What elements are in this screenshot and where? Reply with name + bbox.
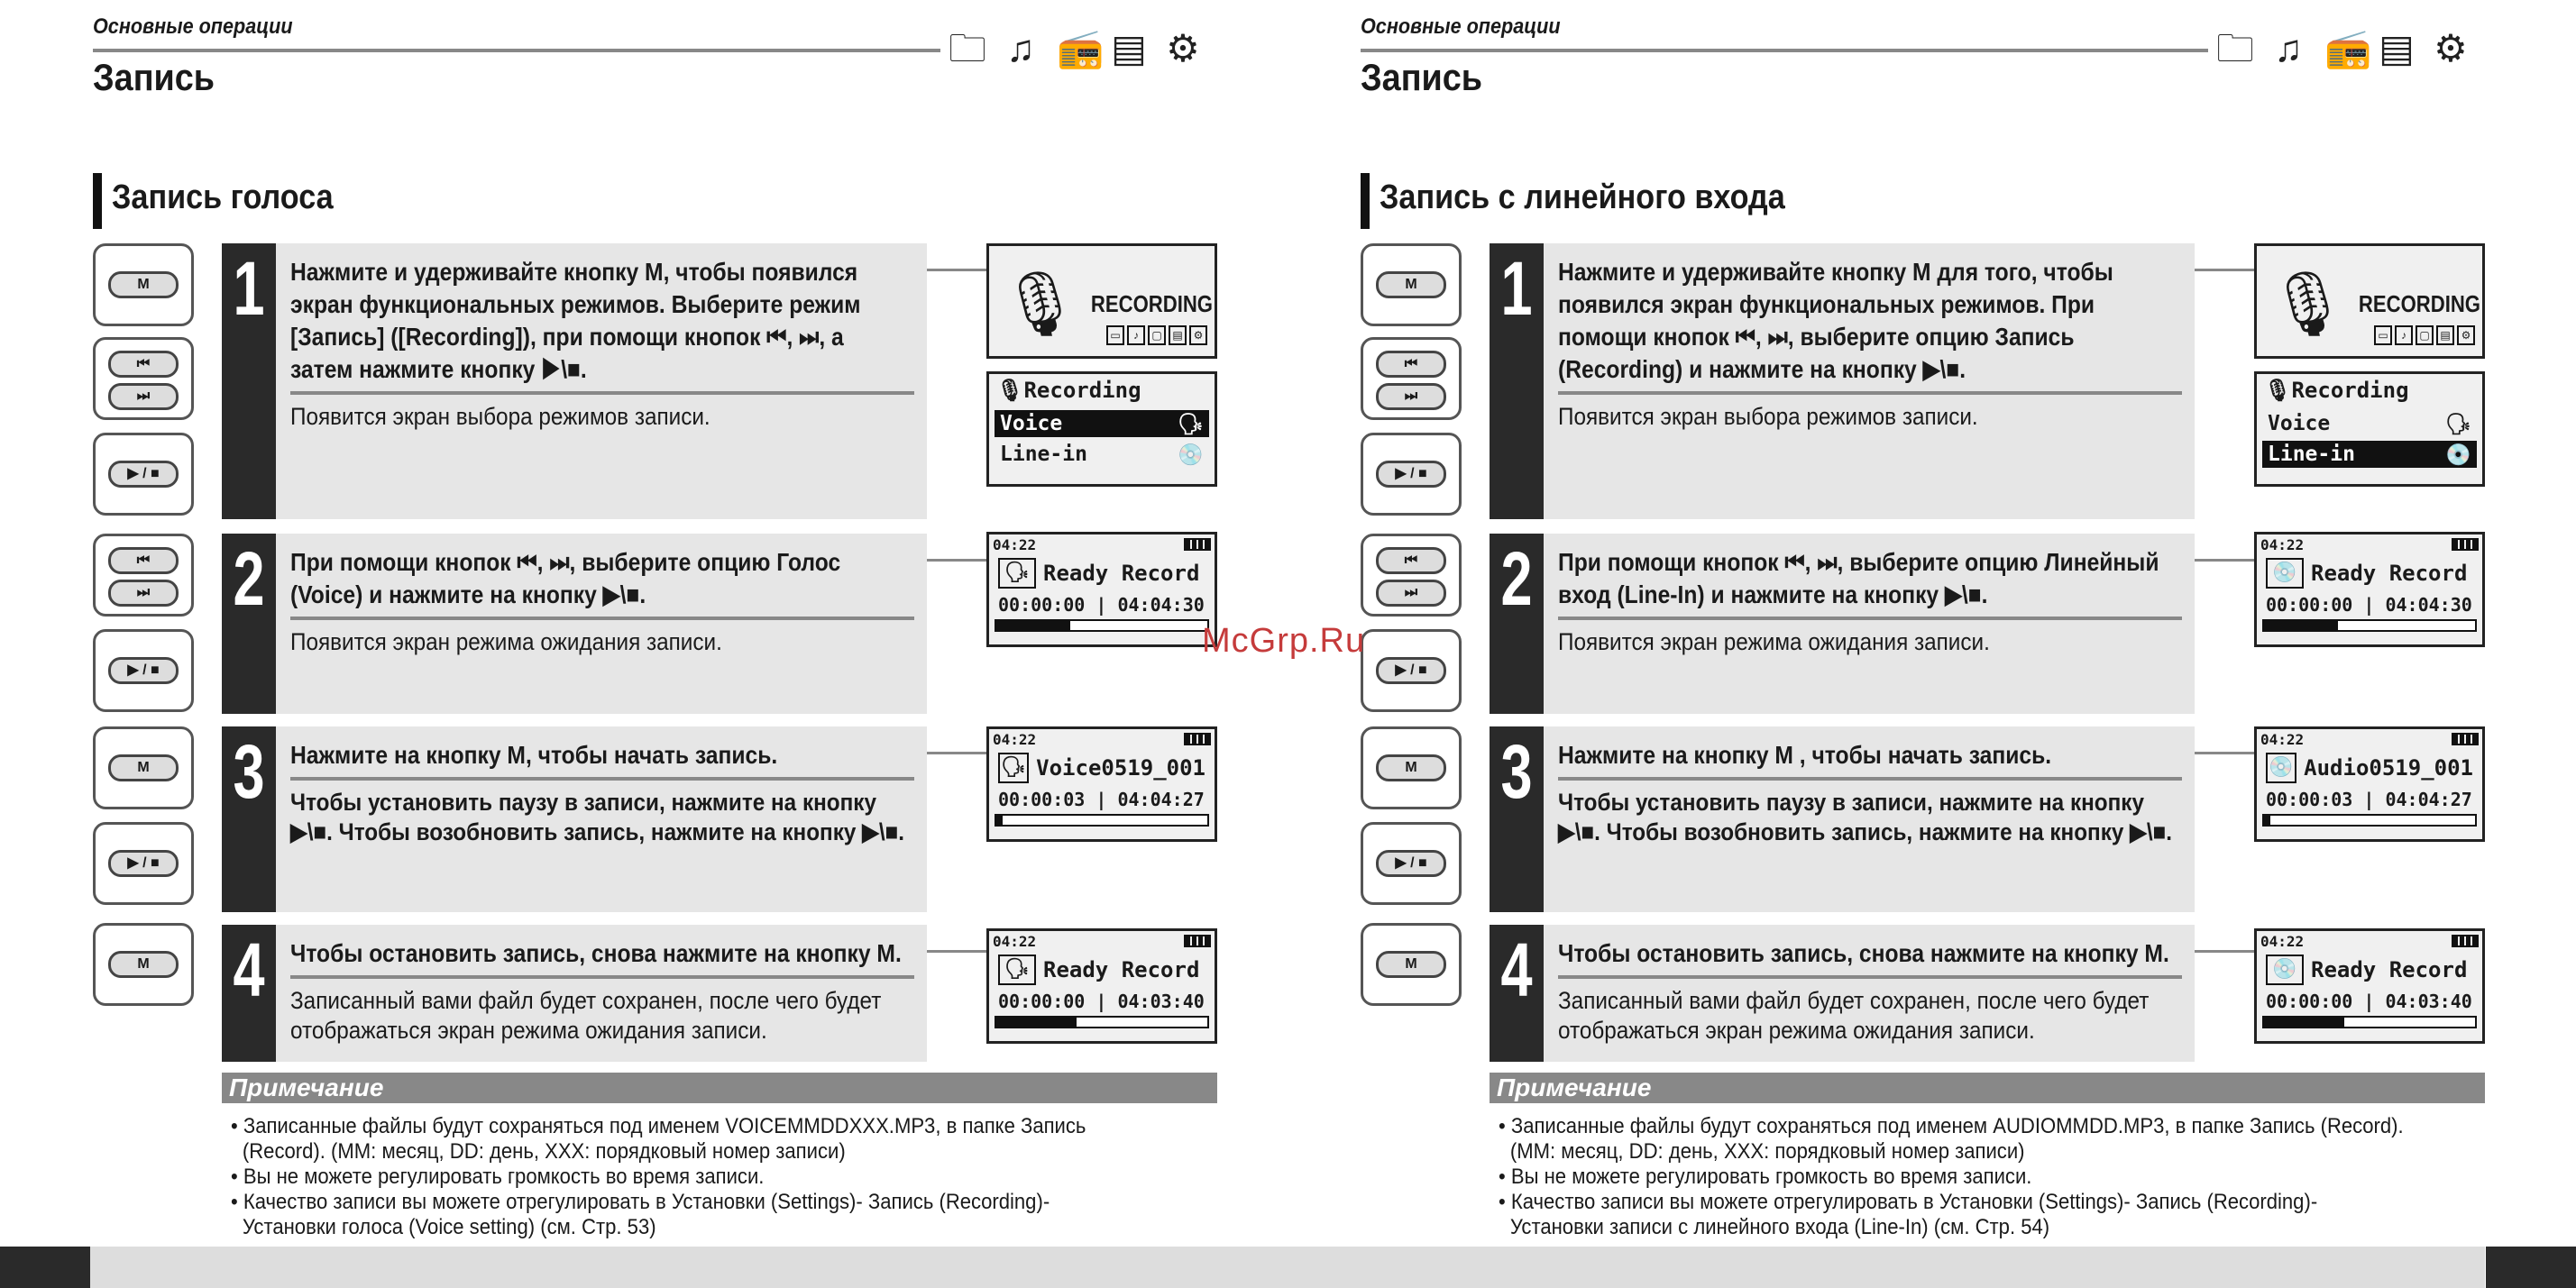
voice-icon: 🗣 [2444,412,2471,436]
record-title-row [989,554,1215,592]
music-note-icon: ♪ [2395,325,2413,345]
record-time: 00:00:00 | 04:04:30 [998,594,1205,616]
step-number-column [1490,925,1544,1062]
folder-icon: ▭ [1106,325,1124,345]
record-time: 00:00:00 | 04:03:40 [2266,991,2472,1012]
page-left [0,0,1280,1288]
button-diagram-1-1 [93,243,194,326]
step-divider [1558,617,2182,620]
step-divider [290,777,914,781]
recorder-icon: ▤ [1169,325,1187,345]
step-3 [222,726,927,912]
battery-icon [2452,935,2479,947]
play-pause-button[interactable]: ▶ / ■ [108,461,179,488]
step-body [1558,256,2182,432]
page-title: Запись [93,56,215,98]
step-number-column [1490,726,1544,912]
play-pause-button[interactable]: ▶ / ■ [1376,461,1446,488]
button-diagram-1-3 [1361,433,1462,516]
step-result: Записанный вами файл будет сохранен, после чего будет отображаться экран режима ожидания записи. [290,987,882,1044]
record-title: Voice0519_001 [1036,755,1205,781]
clock: 04:22 [993,932,1037,950]
step-number: 4 [1500,927,1533,1012]
step-number-column [222,925,276,1062]
gear-icon[interactable]: ⚙ [2434,27,2468,69]
watermark: McGrp.Ru [1202,622,1366,660]
step-number: 1 [233,246,265,331]
radio-icon: ▢ [2416,325,2434,345]
screen-s4 [986,928,1217,1044]
button-diagram-1-2 [1361,337,1462,420]
progress-bar [2262,1016,2477,1028]
progress-fill [2264,621,2338,630]
recorder-icon[interactable]: ▤ [1111,27,1147,69]
voice-icon: 🗣 [998,753,1029,783]
note-item: • Качество записи вы можете отрегулировать в Установки (Settings)- Запись (Recording)- Установки записи с линейного входа (Line-In) (см. Стр. 54) [1499,1190,2318,1239]
progress-fill [996,621,1070,630]
microphone-icon: 🎙 [2268,269,2348,339]
step-instruction: При помощи кнопок ⏮, ⏭, выберите опцию Голос (Voice) и нажмите на кнопку ▶\■. [290,548,841,608]
folder-icon[interactable]: 🗀 [949,27,987,69]
button-diagram-3-1 [93,726,194,809]
menu-option-label: Line-in [1000,443,1087,466]
voice-icon: 🗣 [1177,412,1204,436]
note-item: • Вы не можете регулировать громкость во время записи. [231,1165,765,1189]
step-1 [1490,243,2195,519]
line-in-icon: 💿 [2266,558,2304,589]
step-connector [927,950,986,953]
screen-recording-menu [2254,371,2485,487]
button-diagram-2-1 [1361,534,1462,617]
status-bar [989,729,1215,749]
music-note-icon: ♪ [1127,325,1145,345]
note-title: Примечание [1490,1073,2485,1103]
battery-icon [1184,538,1211,551]
menu-option-line-in[interactable] [995,441,1209,468]
progress-fill [996,1018,1077,1027]
menu-header: 🎙Recording [996,378,1141,403]
m-button[interactable]: M [1376,951,1446,978]
step-body [1558,546,2182,657]
step-instruction: При помощи кнопок ⏮, ⏭, выберите опцию Линейный вход (Line-In) и нажмите на кнопку ▶\■. [1558,548,2159,608]
record-title: Ready Record [1043,957,1200,982]
note-item: • Записанные файлы будут сохраняться под именем AUDIOMMDD.MP3, в папке Запись (Record). (MM: месяц, DD: день, XXX: порядковый номер записи) [1499,1114,2404,1164]
button-diagram-3-2 [1361,822,1462,905]
step-number: 1 [1500,246,1533,331]
menu-option-label: Voice [1000,412,1063,435]
step-number-column [222,534,276,714]
m-button[interactable]: M [108,271,179,298]
progress-bar [995,1016,1209,1028]
record-time: 00:00:03 | 04:04:27 [998,789,1205,810]
record-time: 00:00:00 | 04:03:40 [998,991,1205,1012]
note-title: Примечание [222,1073,1217,1103]
step-instruction: Чтобы остановить запись, снова нажмите на кнопку M. [290,939,902,967]
button-diagram-2-2 [1361,629,1462,712]
note-list [231,1114,1143,1240]
header-kicker: Основные операции [1361,14,1561,39]
button-diagram-1-3 [93,433,194,516]
footer-bar [90,1247,2485,1288]
music-note-icon[interactable]: ♫ [1006,27,1035,69]
step-result: Появится экран выбора режимов записи. [1558,403,1978,430]
screen-s2 [2254,532,2485,647]
step-result: Чтобы установить паузу в записи, нажмите на кнопку ▶\■. Чтобы возобновить запись, нажмите на кнопку ▶\■. [1558,789,2173,845]
note-item: • Качество записи вы можете отрегулировать в Установки (Settings)- Запись (Recording)- Установки голоса (Voice setting) (см. Стр. 53) [231,1190,1050,1239]
radio-icon[interactable]: 📻 [2324,27,2372,69]
button-diagram-2-1 [93,534,194,617]
note-item: • Вы не можете регулировать громкость во время записи. [1499,1165,2032,1189]
menu-option-voice[interactable] [2262,410,2477,437]
line-in-icon: 💿 [2266,753,2296,783]
clock: 04:22 [2260,535,2305,553]
mode-icon-strip [2374,325,2475,345]
step-number: 2 [233,536,265,621]
step-instruction: Нажмите и удерживайте кнопку M, чтобы появился экран функциональных режимов. Выберите режим [Запись] ([Recording]), при помощи кнопок ⏮, ⏭, а затем нажмите кнопку ▶\■. [290,258,861,383]
step-divider [1558,391,2182,395]
section-bar [93,173,102,229]
screen-s3 [986,726,1217,842]
page-title: Запись [1361,56,1483,98]
record-title: Ready Record [1043,561,1200,586]
record-title-row [2257,951,2482,989]
battery-icon [1184,935,1211,947]
step-result: Чтобы установить паузу в записи, нажмите на кнопку ▶\■. Чтобы возобновить запись, нажмите на кнопку ▶\■. [290,789,905,845]
voice-icon: 🗣 [998,558,1036,589]
step-connector [2195,269,2254,271]
record-title-row [989,951,1215,989]
clock: 04:22 [2260,730,2305,748]
step-connector [2195,950,2254,953]
record-title: Ready Record [2311,561,2468,586]
line-in-icon: 💿 [1178,443,1204,467]
step-2 [1490,534,2195,714]
step-body [290,739,914,847]
microphone-icon: 🎙 [1000,269,1080,339]
step-instruction: Нажмите на кнопку M, чтобы начать запись. [290,741,778,769]
mode-icon-strip [1106,325,1207,345]
step-number: 3 [1500,729,1533,814]
step-number-column [222,726,276,912]
step-divider [290,391,914,395]
screen-s3 [2254,726,2485,842]
line-in-icon: 💿 [2445,443,2471,467]
gear-icon[interactable]: ⚙ [1166,27,1200,69]
clock: 04:22 [993,730,1037,748]
step-number-column [1490,534,1544,714]
record-title: Audio0519_001 [2304,755,2473,781]
music-note-icon[interactable]: ♫ [2274,27,2303,69]
button-diagram-4-1 [1361,923,1462,1006]
voice-icon: 🗣 [998,955,1036,985]
footer-right-block [2486,1247,2576,1288]
screen-s2 [986,532,1217,647]
recorder-icon[interactable]: ▤ [2379,27,2415,69]
step-body [290,256,914,432]
progress-bar [995,619,1209,632]
next-button[interactable]: ⏭ [108,383,179,410]
progress-bar [2262,619,2477,632]
menu-option-label: Voice [2268,412,2331,435]
radio-icon[interactable]: 📻 [1057,27,1105,69]
step-connector [927,559,986,562]
play-pause-button[interactable]: ▶ / ■ [1376,657,1446,684]
footer-left-block [0,1247,90,1288]
section-title: Запись голоса [112,178,334,216]
clock: 04:22 [2260,932,2305,950]
button-diagram-1-1 [1361,243,1462,326]
step-4 [222,925,927,1062]
step-3 [1490,726,2195,912]
status-bar [2257,931,2482,951]
prev-button[interactable]: ⏮ [1376,351,1446,378]
menu-option-voice[interactable] [995,410,1209,437]
m-button[interactable]: M [108,754,179,781]
step-result: Появится экран выбора режимов записи. [290,403,710,430]
header-kicker: Основные операции [93,14,293,39]
mode-icons [2216,29,2469,69]
step-2 [222,534,927,714]
next-button[interactable]: ⏭ [1376,383,1446,410]
menu-option-label: Line-in [2268,443,2355,466]
step-result: Записанный вами файл будет сохранен, после чего будет отображаться экран режима ожидания записи. [1558,987,2150,1044]
note-item: • Записанные файлы будут сохраняться под именем VOICEMMDDXXX.MP3, в папке Запись (Record). (MM: месяц, DD: день, XXX: порядковый номер записи) [231,1114,1086,1164]
button-diagram-2-2 [93,629,194,712]
step-number: 4 [233,927,265,1012]
prev-button[interactable]: ⏮ [108,351,179,378]
step-divider [1558,777,2182,781]
record-title: Ready Record [2311,957,2468,982]
step-connector [927,752,986,754]
header-rule [93,49,940,52]
battery-icon [2452,733,2479,745]
progress-fill [996,816,1003,825]
progress-bar [2262,814,2477,827]
button-diagram-3-1 [1361,726,1462,809]
step-number-column [1490,243,1544,519]
line-in-icon: 💿 [2266,955,2304,985]
m-button[interactable]: M [108,951,179,978]
screen-recording-mode [2254,243,2485,359]
step-body [290,937,914,1046]
progress-fill [2264,816,2270,825]
button-diagram-1-2 [93,337,194,420]
status-bar [989,534,1215,554]
step-instruction: Чтобы остановить запись, снова нажмите на кнопку M. [1558,939,2169,967]
section-bar [1361,173,1370,229]
recording-label: RECORDING [1090,289,1213,317]
step-divider [1558,975,2182,979]
m-button[interactable]: M [1376,754,1446,781]
record-title-row [989,749,1215,787]
step-instruction: Нажмите и удерживайте кнопку M для того, чтобы появился экран функциональных режимов. При помощи кнопок ⏮, ⏭, выберите опцию Запись (Recording) и нажмите на кнопку ▶\■. [1558,258,2113,383]
step-connector [927,269,986,271]
step-result: Появится экран режима ожидания записи. [290,628,722,655]
step-divider [290,975,914,979]
step-body [1558,937,2182,1046]
screen-recording-menu [986,371,1217,487]
clock: 04:22 [993,535,1037,553]
step-number: 2 [1500,536,1533,621]
progress-bar [995,814,1209,827]
section-title: Запись с линейного входа [1380,178,1785,216]
prev-button[interactable]: ⏮ [1376,547,1446,574]
play-pause-button[interactable]: ▶ / ■ [108,657,179,684]
play-pause-button[interactable]: ▶ / ■ [1376,850,1446,877]
play-pause-button[interactable]: ▶ / ■ [108,850,179,877]
progress-fill [2264,1018,2344,1027]
step-4 [1490,925,2195,1062]
step-number: 3 [233,729,265,814]
folder-icon: ▭ [2374,325,2392,345]
status-bar [989,931,1215,951]
step-number-column [222,243,276,519]
step-body [290,546,914,657]
status-bar [2257,729,2482,749]
button-diagram-4-1 [93,923,194,1006]
record-time: 00:00:03 | 04:04:27 [2266,789,2472,810]
mode-icons [949,29,1201,69]
menu-option-line-in[interactable] [2262,441,2477,468]
step-divider [290,617,914,620]
note-list [1499,1114,2411,1240]
record-title-row [2257,554,2482,592]
page-right [1268,0,2548,1288]
step-1 [222,243,927,519]
header-rule [1361,49,2208,52]
step-connector [2195,752,2254,754]
step-result: Появится экран режима ожидания записи. [1558,628,1990,655]
record-title-row [2257,749,2482,787]
status-bar [2257,534,2482,554]
step-instruction: Нажмите на кнопку M , чтобы начать запись. [1558,741,2052,769]
screen-s4 [2254,928,2485,1044]
m-button[interactable]: M [1376,271,1446,298]
next-button[interactable]: ⏭ [108,580,179,607]
button-diagram-3-2 [93,822,194,905]
gear-icon: ⚙ [2457,325,2475,345]
next-button[interactable]: ⏭ [1376,580,1446,607]
menu-header: 🎙Recording [2264,378,2409,403]
record-time: 00:00:00 | 04:04:30 [2266,594,2472,616]
prev-button[interactable]: ⏮ [108,547,179,574]
recorder-icon: ▤ [2436,325,2454,345]
screen-recording-mode [986,243,1217,359]
radio-icon: ▢ [1148,325,1166,345]
recording-label: RECORDING [2358,289,2480,317]
battery-icon [1184,733,1211,745]
step-connector [2195,559,2254,562]
folder-icon[interactable]: 🗀 [2216,27,2255,69]
battery-icon [2452,538,2479,551]
step-body [1558,739,2182,847]
gear-icon: ⚙ [1189,325,1207,345]
